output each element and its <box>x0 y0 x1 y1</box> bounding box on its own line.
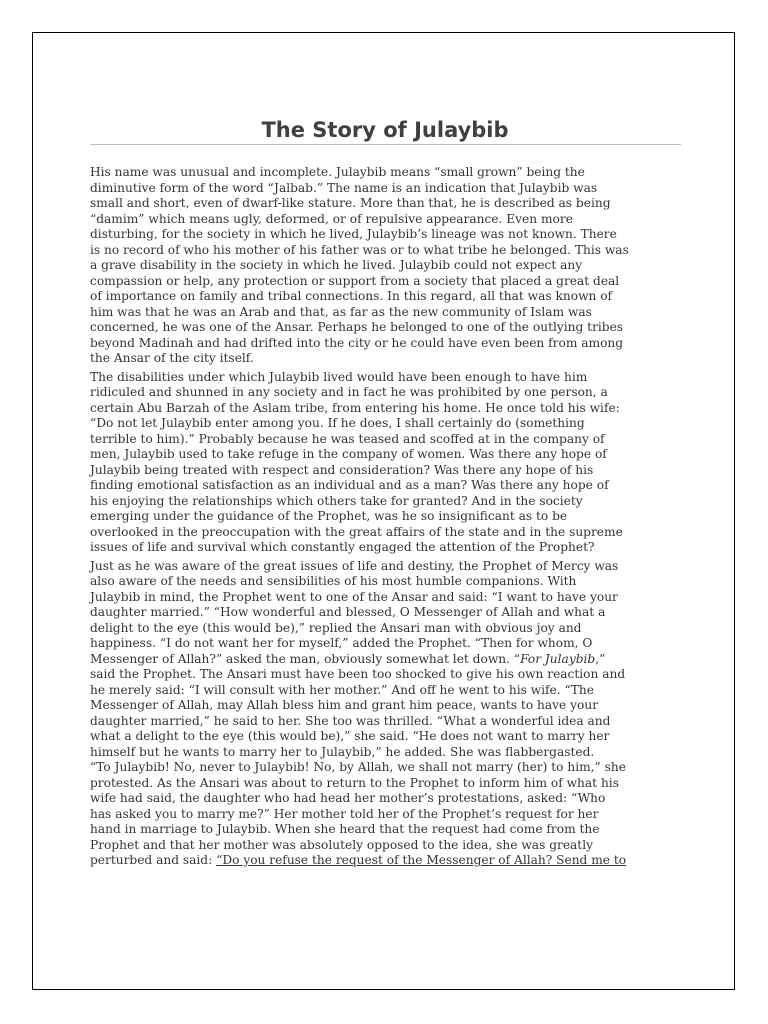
text-line: Just as he was aware of the great issues of life and destiny, the Prophet of Mercy was <box>90 558 619 573</box>
text-line: finding emotional satisfaction as an individual and as a man? Was there any hope of <box>90 478 609 492</box>
text-line: daughter married,” he said to her. She too was thrilled. “What a wonderful idea and <box>90 713 611 728</box>
paragraph-1 <box>90 165 678 367</box>
text-span: perturbed and said: <box>90 853 217 867</box>
text-line: Prophet and that her mother was absolutely opposed to the idea, she was greatly <box>90 837 593 852</box>
text-line: small and short, even of dwarf-like stature. More than that, he is described as being <box>90 196 611 210</box>
document-body <box>90 165 678 872</box>
text-line: he merely said: “I will consult with her mother.” And off he went to his wife. “The <box>90 682 594 697</box>
page-title: The Story of Julaybib <box>261 118 509 142</box>
text-line: daughter married.” “How wonderful and blessed, O Messenger of Allah and what a <box>90 605 606 619</box>
text-line: diminutive form of the word “Jalbab.” The name is an indication that Julaybib was <box>90 180 598 195</box>
text-line: is no record of who his mother of his father was or to what tribe he belonged. This was <box>90 242 629 257</box>
underlined-text: “Do you refuse the request of the Messenger of Allah? Send me to <box>216 853 627 867</box>
text-line: “damim” which means ugly, deformed, or of repulsive appearance. Even more <box>90 211 573 226</box>
text-line: “Do not let Julaybib enter among you. If he does, I shall certainly do (something <box>90 416 585 430</box>
text-line: Messenger of Allah, may Allah bless him and grant him peace, wants to have your <box>90 698 599 712</box>
text-line: a grave disability in the society in which he lived. Julaybib could not expect any <box>90 258 583 272</box>
text-line: what a delight to the eye (this would be),” she said. “He does not want to marry her <box>90 729 610 743</box>
text-line: also aware of the needs and sensibilities of his most humble companions. With <box>90 574 577 588</box>
text-line: himself but he wants to marry her to Julaybib,” he added. She was flabbergasted. <box>90 744 595 759</box>
text-line: wife had said, the daughter who had head her mother’s protestations, asked: “Who <box>90 791 606 805</box>
text-line: terrible to him).” Probably because he was teased and scoffed at in the company of <box>90 431 605 446</box>
text-line: certain Abu Barzah of the Aslam tribe, from entering his home. He once told his wife: <box>90 400 620 415</box>
text-span: ,” <box>595 651 606 666</box>
text-line: compassion or help, any protection or support from a society that placed a great deal <box>90 273 620 288</box>
paragraph-3 <box>90 559 678 869</box>
text-line: protested. As the Ansari was about to return to the Prophet to inform him of what his <box>90 775 619 790</box>
text-line: of importance on family and tribal connections. In this regard, all that was known of <box>90 289 613 303</box>
text-line: Julaybib being treated with respect and consideration? Was there any hope of his <box>90 462 594 477</box>
text-span: Messenger of Allah?” asked the man, obviously somewhat let down. “ <box>90 651 521 666</box>
text-line: happiness. “I do not want her for myself,” added the Prophet. “Then for whom, O <box>90 636 593 650</box>
italic-text: For Julaybib <box>520 651 596 666</box>
text-line: said the Prophet. The Ansari must have been too shocked to give his own reaction and <box>90 667 626 681</box>
text-line: the Ansar of the city itself. <box>90 351 254 365</box>
text-line: “To Julaybib! No, never to Julaybib! No, by Allah, we shall not marry (her) to him,” she <box>90 760 626 774</box>
document-page <box>32 32 735 990</box>
text-line <box>90 652 678 668</box>
paragraph-2 <box>90 370 678 556</box>
text-line: emerging under the guidance of the Prophet, was he so insignificant as to be <box>90 509 568 523</box>
title-divider <box>90 144 681 145</box>
text-line: ridiculed and shunned in any society and in fact he was prohibited by one person, a <box>90 385 608 399</box>
text-line: issues of life and survival which constantly engaged the attention of the Prophet? <box>90 540 595 554</box>
text-line: overlooked in the preoccupation with the great affairs of the state and in the supreme <box>90 524 623 539</box>
text-line: delight to the eye (this would be),” replied the Ansari man with obvious joy and <box>90 620 582 635</box>
text-line: disturbing, for the society in which he lived, Julaybib’s lineage was not known. There <box>90 227 617 241</box>
text-line: His name was unusual and incomplete. Julaybib means “small grown” being the <box>90 165 585 179</box>
text-line: him was that he was an Arab and that, as far as the new community of Islam was <box>90 304 592 319</box>
text-line: men, Julaybib used to take refuge in the company of women. Was there any hope of <box>90 447 607 461</box>
text-line: The disabilities under which Julaybib lived would have been enough to have him <box>90 369 588 384</box>
text-line: beyond Madinah and had drifted into the city or he could have even been from among <box>90 335 624 350</box>
text-line: his enjoying the relationships which others take for granted? And in the society <box>90 493 583 508</box>
text-line: hand in marriage to Julaybib. When she heard that the request had come from the <box>90 822 600 836</box>
text-line: Julaybib in mind, the Prophet went to one of the Ansar and said: “I want to have your <box>90 589 618 604</box>
text-line: concerned, he was one of the Ansar. Perhaps he belonged to one of the outlying tribes <box>90 320 624 334</box>
text-line: has asked you to marry me?” Her mother told her of the Prophet’s request for her <box>90 806 599 821</box>
text-line <box>90 853 678 869</box>
